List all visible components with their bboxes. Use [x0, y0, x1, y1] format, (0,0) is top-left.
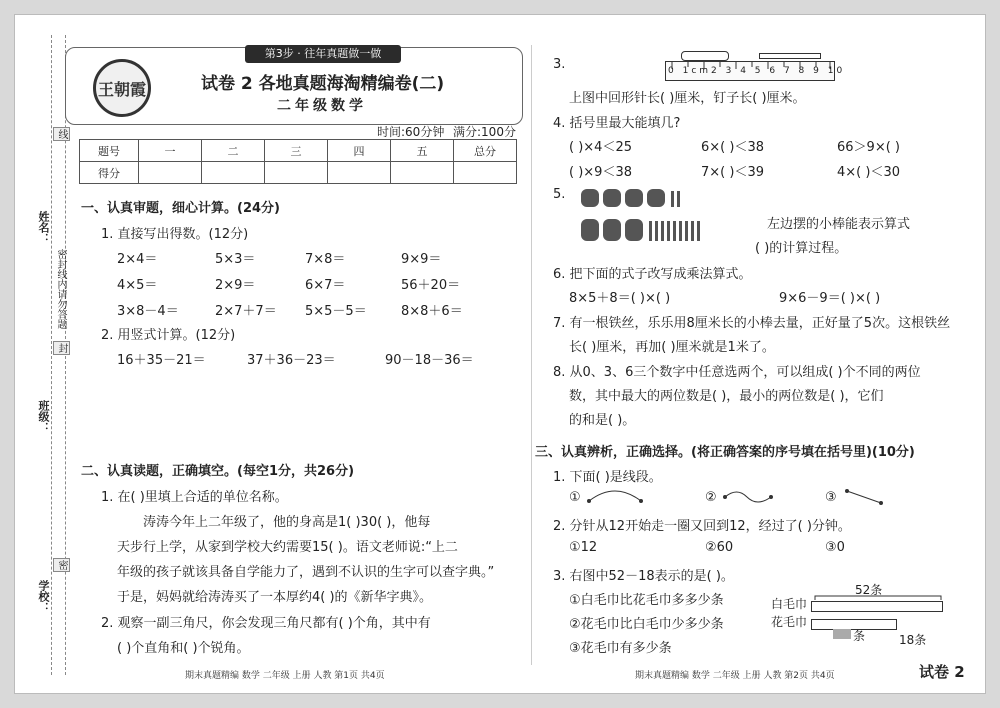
section-3-heading: 三、认真辨析，正确选择。(将正确答案的序号填在括号里)(10分) [535, 445, 915, 460]
q7-line: 7. 有一根铁丝，乐乐用8厘米长的小棒去量，正好量了5次。这根铁丝 [553, 316, 951, 331]
col-5: 五 [391, 140, 454, 162]
score-cell[interactable] [202, 162, 265, 184]
q4-item: ( )×9＜38 [569, 165, 632, 180]
q5-number: 5. [553, 187, 566, 202]
q2-1-text-line: 于是，妈妈就给涛涛买了一本厚约4( )的《新华字典》。 [117, 590, 433, 605]
col-total: 总分 [454, 140, 517, 162]
q8-line: 的和是( )。 [569, 413, 636, 428]
q4-item: ( )×4＜25 [569, 140, 632, 155]
score-table-score-row [80, 162, 517, 184]
score-cell[interactable] [265, 162, 328, 184]
q2-1-text-line: 年级的孩子就该具备自学能力了，遇到不认识的生字可以查字典。” [117, 565, 495, 580]
seal-mark-close: 密 [53, 558, 70, 572]
ruler-illustration [665, 61, 846, 81]
calc-item: 56＋20＝ [401, 278, 461, 293]
section-1-heading: 一、认真审题，细心计算。(24分) [81, 201, 280, 216]
bar-unknown-label: 条 [853, 629, 866, 643]
bar-total-label: 52条 [855, 583, 883, 597]
s3-q1-prompt: 1. 下面( )是线段。 [553, 470, 662, 485]
q5-text-1: 左边摆的小棒能表示算式 [767, 217, 911, 232]
q3-text: 上图中回形针长( )厘米，钉子长( )厘米。 [569, 91, 806, 106]
s3-q3-prompt: 3. 右图中52－18表示的是( )。 [553, 569, 734, 584]
q6-item: 8×5＋8＝( )×( ) [569, 291, 671, 306]
option-label[interactable]: ② [705, 490, 717, 505]
s3-q2-prompt: 2. 分针从12开始走一圈又回到12，经过了( )分钟。 [553, 519, 851, 534]
q8-line: 数，其中最大的两位数是( )，最小的两位数是( )，它们 [569, 389, 884, 404]
option-label[interactable]: ③花毛巾有多少条 [569, 641, 672, 656]
paper-title: 试卷 2 各地真题海淘精编卷(二) [201, 74, 445, 94]
calc-item: 9×9＝ [401, 252, 442, 267]
calc-item: 8×8＋6＝ [401, 304, 463, 319]
calc-item: 2×9＝ [215, 278, 256, 293]
full-score: 满分:100分 [453, 125, 516, 139]
q2-2-text-line: ( )个直角和( )个锐角。 [117, 641, 250, 656]
q8-line: 8. 从0、3、6三个数字中任意选两个，可以组成( )个不同的两位 [553, 365, 921, 380]
paperclip-icon [681, 51, 729, 61]
calc-item: 2×4＝ [117, 252, 158, 267]
calc-item: 5×5－5＝ [305, 304, 367, 319]
page-divider [531, 45, 532, 665]
score-cell[interactable] [139, 162, 202, 184]
col-question-no: 题号 [80, 140, 139, 162]
seal-mark-line: 线 [53, 127, 70, 141]
score-cell[interactable] [328, 162, 391, 184]
q5-text-2: ( )的计算过程。 [755, 241, 848, 256]
option-label[interactable]: ③ [825, 490, 837, 505]
option-label[interactable]: ③0 [825, 540, 845, 555]
unknown-box [833, 629, 851, 639]
nail-icon [759, 53, 821, 59]
calc-item: 3×8－4＝ [117, 304, 179, 319]
class-label: 班级： [37, 400, 50, 433]
q2-1-text-line: 天步行上学，从家到学校大约需要15( )。语文老师说:“上二 [117, 540, 458, 555]
row-score-label: 得分 [80, 162, 139, 184]
calc-item: 5×3＝ [215, 252, 256, 267]
time-limit: 时间:60分钟 [377, 125, 445, 139]
seal-mark-seal: 封 [53, 341, 70, 355]
score-table [79, 139, 517, 184]
q6-prompt: 6. 把下面的式子改写成乘法算式。 [553, 267, 752, 282]
q4-item: 66＞9×( ) [837, 140, 900, 155]
publisher-logo [93, 59, 151, 117]
q6-item: 9×6－9＝( )×( ) [779, 291, 881, 306]
logo-text: 王朝霞 [97, 79, 146, 99]
sticks-svg [581, 185, 711, 247]
option-label[interactable]: ②花毛巾比白毛巾少多少条 [569, 617, 724, 632]
calc-item: 7×8＝ [305, 252, 346, 267]
bar-label-white: 白毛巾 [771, 597, 808, 611]
q4-prompt: 4. 括号里最大能填几? [553, 116, 681, 131]
q2-1-prompt: 1. 在( )里填上合适的单位名称。 [101, 490, 288, 505]
paper-subtitle: 二年级数学 [277, 98, 367, 114]
q3-number: 3. [553, 57, 566, 72]
step-tag: 第3步 · 往年真题做一做 [245, 45, 401, 63]
q4-item: 4×( )＜30 [837, 165, 900, 180]
q1-2-prompt: 2. 用竖式计算。(12分) [101, 328, 236, 343]
option-label[interactable]: ②60 [705, 540, 734, 555]
q2-1-text-line: 涛涛今年上二年级了，他的身高是1( )30( )，他每 [143, 515, 431, 530]
calc-item: 6×7＝ [305, 278, 346, 293]
q2-2-prompt: 2. 观察一副三角尺，你会发现三角尺都有( )个角，其中有 [101, 616, 431, 631]
ruler-label: 0 1cm2 3 4 5 6 7 8 9 10 [668, 66, 846, 76]
col-2: 二 [202, 140, 265, 162]
calc-item: 2×7＋7＝ [215, 304, 277, 319]
score-cell[interactable] [454, 162, 517, 184]
col-4: 四 [328, 140, 391, 162]
vertical-calc-item: 90－18－36＝ [385, 353, 474, 368]
col-1: 一 [139, 140, 202, 162]
school-label: 学校： [37, 580, 50, 613]
q4-item: 6×( )＜38 [701, 140, 764, 155]
binding-line-outer [51, 35, 52, 675]
option-label[interactable]: ①12 [569, 540, 598, 555]
q4-item: 7×( )＜39 [701, 165, 764, 180]
option-label[interactable]: ① [569, 490, 581, 505]
sticks-illustration [581, 185, 711, 247]
q1-1-prompt: 1. 直接写出得数。(12分) [101, 227, 249, 242]
exam-sheet [14, 14, 986, 694]
right-footer: 期末真题精编 数学 二年级 上册 人教 第2页 共4页 [635, 671, 835, 681]
section-2-heading: 二、认真读题，正确填空。(每空1分，共26分) [81, 464, 355, 479]
calc-item: 4×5＝ [117, 278, 158, 293]
bar-label-flower: 花毛巾 [771, 615, 808, 629]
score-cell[interactable] [391, 162, 454, 184]
line-figures [575, 485, 895, 509]
bar-diff-label: 18条 [899, 633, 927, 647]
bar-white [811, 601, 943, 612]
vertical-calc-item: 37＋36－23＝ [247, 353, 336, 368]
vertical-calc-item: 16＋35－21＝ [117, 353, 206, 368]
col-3: 三 [265, 140, 328, 162]
score-table-header-row [80, 140, 517, 162]
name-label: 姓名： [37, 211, 50, 244]
left-footer: 期末真题精编 数学 二年级 上册 人教 第1页 共4页 [185, 671, 385, 681]
bar-diagram-brace [813, 593, 943, 601]
page-tag: 试卷 2 [919, 663, 965, 681]
q7-line: 长( )厘米，再加( )厘米就是1米了。 [569, 340, 775, 355]
no-answer-note: 密封线内请勿答题 [55, 249, 66, 329]
option-label[interactable]: ①白毛巾比花毛巾多多少条 [569, 593, 724, 608]
